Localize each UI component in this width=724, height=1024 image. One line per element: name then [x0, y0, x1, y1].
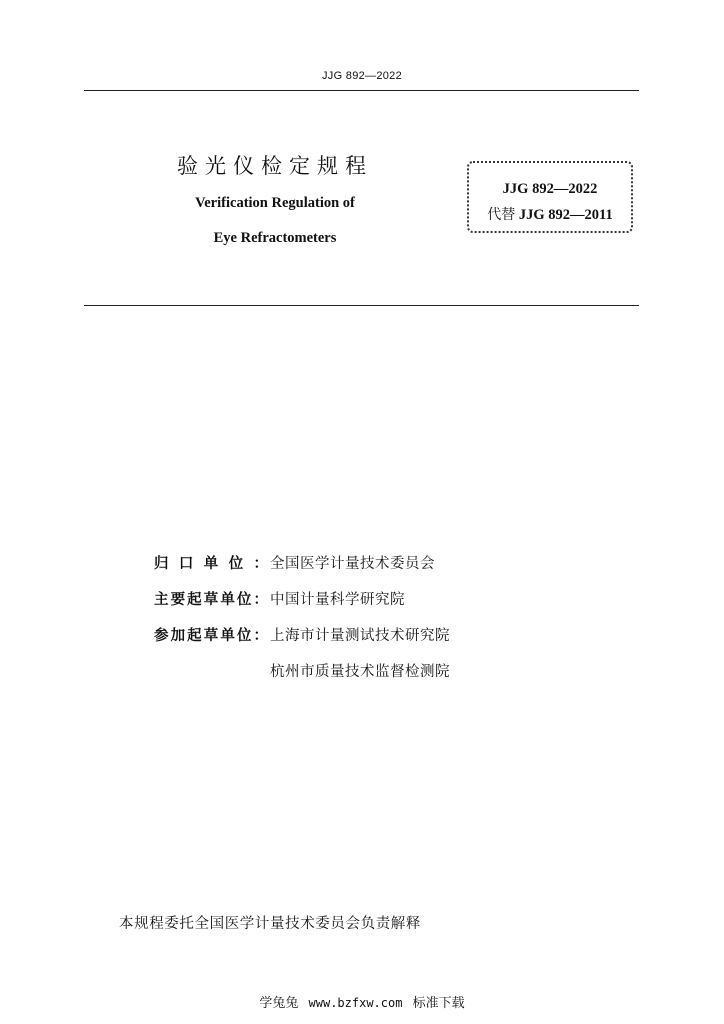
unit-label: 参加起草单位： — [154, 628, 268, 644]
top-divider — [84, 90, 639, 91]
watermark-site-name: 学兔兔 — [259, 996, 299, 1011]
replaces-label: 代替 — [487, 207, 516, 223]
header-standard-code: JJG 892—2022 — [321, 70, 403, 82]
drafting-units — [154, 552, 450, 696]
watermark-url[interactable]: www.bzfxw.com — [308, 996, 403, 1010]
interpretation-note: 本规程委托全国医学计量技术委员会负责解释 — [119, 916, 421, 932]
unit-row-participating-drafter-2 — [154, 660, 450, 696]
replaces-standard — [469, 202, 631, 228]
unit-value: 上海市计量测试技术研究院 — [270, 628, 450, 644]
document-title-en-line2: Eye Refractometers — [213, 230, 337, 246]
standard-number: JJG 892—2022 — [502, 181, 598, 197]
watermark-tagline: 标准下载 — [412, 996, 465, 1011]
watermark — [0, 992, 724, 1011]
standard-number-box — [467, 161, 633, 233]
unit-row-main-drafter — [154, 588, 450, 624]
document-title-cn: 验光仪检定规程 — [177, 154, 373, 178]
document-title-en-line1: Verification Regulation of — [195, 195, 355, 211]
unit-value: 中国计量科学研究院 — [270, 592, 405, 608]
middle-divider — [84, 305, 639, 306]
unit-label: 主要起草单位： — [154, 592, 268, 608]
unit-value: 杭州市质量技术监督检测院 — [270, 664, 450, 680]
unit-value: 全国医学计量技术委员会 — [270, 556, 435, 572]
unit-label: 归口单位： — [154, 556, 268, 572]
unit-row-centralized — [154, 552, 450, 588]
unit-row-participating-drafter — [154, 624, 450, 660]
replaces-number: JJG 892—2011 — [518, 207, 613, 223]
